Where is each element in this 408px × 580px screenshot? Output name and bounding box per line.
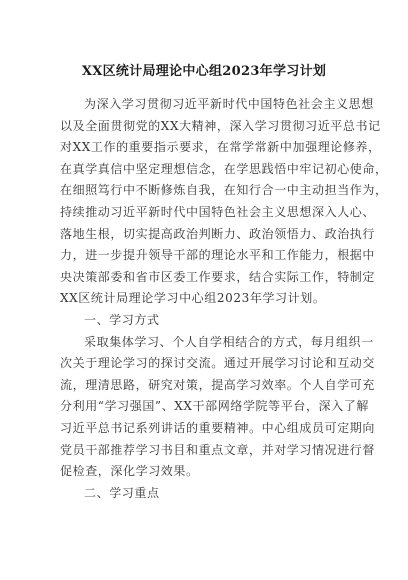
paragraph-line: 以及全面贯彻党的XX大精神，深入学习贯彻习近平总书记 [60,118,381,133]
document-title: XX区统计局理论中心组2023年学习计划 [81,64,327,79]
paragraph-line: 持续推动习近平新时代中国特色社会主义思想深入人心、 [60,204,376,219]
paragraph-line: 促检查，深化学习效果。 [60,464,199,479]
paragraph-line: XX区统计局理论学习中心组2023年学习计划。 [60,291,326,306]
paragraph-line: 央决策部委和省市区委工作要求，结合实际工作，特制定 [60,269,376,284]
paragraph-line: 在真学真信中坚定理想信念，在学思践悟中牢记初心使命， [60,161,388,176]
paragraph-line: 习近平总书记系列讲话的重要精神。中心组成员可定期向 [60,420,376,435]
paragraph-line: 力，进一步提升领导干部的理论水平和工作能力，根据中 [60,248,376,263]
paragraph-line: 次关于理论学习的探讨交流。通过开展学习讨论和互动交 [60,356,376,371]
paragraph-line: 在细照笃行中不断修炼自我，在知行合一中主动担当作为， [60,183,388,198]
paragraph-line: 采取集体学习、个人自学相结合的方式，每月组织一 [84,334,374,349]
paragraph-line: 落地生根，切实提高政治判断力、政治领悟力、政治执行 [60,226,376,241]
section-heading: 一、学习方式 [84,312,160,327]
paragraph-line: 对XX工作的重要指示要求，在常学常新中加强理论修养， [60,140,381,155]
paragraph-line: 为深入学习贯彻习近平新时代中国特色社会主义思想 [84,97,374,111]
paragraph-line: 党员干部推荐学习书目和重点文章，并对学习情况进行督 [60,442,376,457]
paragraph-line: 分利用“学习强国”、XX干部网络学院等平台，深入了解 [60,399,369,414]
paragraph-line: 流，理清思路，研究对策，提高学习效率。个人自学可充 [60,377,376,392]
section-heading: 二、学习重点 [84,485,160,500]
document-body [60,94,388,504]
